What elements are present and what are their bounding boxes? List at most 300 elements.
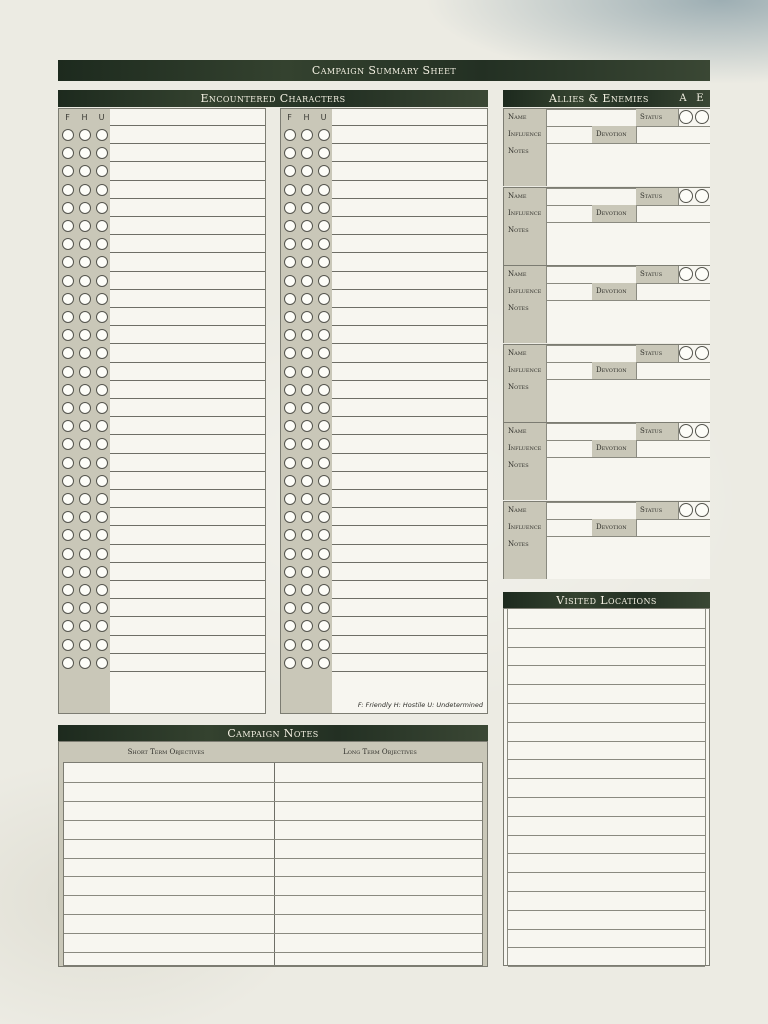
friendly-toggle[interactable]: [62, 548, 74, 560]
friendly-toggle[interactable]: [284, 602, 296, 614]
enemy-toggle[interactable]: [695, 503, 709, 517]
name-label: Name: [504, 188, 546, 205]
friendly-toggle[interactable]: [62, 511, 74, 523]
location-line[interactable]: [508, 778, 705, 779]
friendly-toggle[interactable]: [284, 165, 296, 177]
undetermined-toggle[interactable]: [96, 602, 108, 614]
hostile-toggle[interactable]: [301, 529, 313, 541]
undetermined-toggle[interactable]: [318, 238, 330, 250]
character-row: [59, 599, 265, 617]
friendly-toggle[interactable]: [284, 584, 296, 596]
hostile-toggle[interactable]: [301, 602, 313, 614]
friendly-toggle[interactable]: [62, 657, 74, 669]
ally-entry: [503, 344, 710, 422]
objective-line[interactable]: [64, 782, 482, 783]
friendly-toggle[interactable]: [284, 657, 296, 669]
hostile-toggle[interactable]: [301, 493, 313, 505]
friendly-toggle[interactable]: [62, 475, 74, 487]
location-line[interactable]: [508, 929, 705, 930]
notes-field[interactable]: [546, 143, 710, 186]
hostile-toggle[interactable]: [79, 256, 91, 268]
character-row: [281, 363, 487, 381]
ally-toggle[interactable]: [679, 189, 693, 203]
influence-field[interactable]: [546, 126, 592, 143]
friendly-toggle[interactable]: [62, 639, 74, 651]
location-line[interactable]: [508, 741, 705, 742]
location-line[interactable]: [508, 628, 705, 629]
undetermined-toggle[interactable]: [96, 147, 108, 159]
friendly-toggle[interactable]: [284, 384, 296, 396]
undetermined-toggle[interactable]: [96, 548, 108, 560]
location-line[interactable]: [508, 703, 705, 704]
undetermined-toggle[interactable]: [96, 475, 108, 487]
undetermined-toggle[interactable]: [318, 475, 330, 487]
undetermined-toggle[interactable]: [318, 311, 330, 323]
character-row: [59, 399, 265, 417]
devotion-field[interactable]: [636, 362, 710, 379]
undetermined-toggle[interactable]: [318, 529, 330, 541]
hostile-toggle[interactable]: [301, 256, 313, 268]
name-field[interactable]: [546, 345, 636, 362]
hostile-toggle[interactable]: [79, 493, 91, 505]
hostile-toggle[interactable]: [301, 275, 313, 287]
location-line[interactable]: [508, 835, 705, 836]
objective-line[interactable]: [64, 820, 482, 821]
hostile-toggle[interactable]: [79, 566, 91, 578]
hostile-toggle[interactable]: [79, 457, 91, 469]
undetermined-toggle[interactable]: [318, 147, 330, 159]
undetermined-toggle[interactable]: [318, 256, 330, 268]
enemy-toggle[interactable]: [695, 346, 709, 360]
friendly-toggle[interactable]: [284, 311, 296, 323]
undetermined-toggle[interactable]: [318, 293, 330, 305]
friendly-toggle[interactable]: [284, 548, 296, 560]
friendly-toggle[interactable]: [62, 129, 74, 141]
undetermined-toggle[interactable]: [318, 493, 330, 505]
location-line[interactable]: [508, 872, 705, 873]
undetermined-toggle[interactable]: [318, 584, 330, 596]
hostile-toggle[interactable]: [79, 220, 91, 232]
notes-field[interactable]: [546, 300, 710, 343]
location-line[interactable]: [508, 722, 705, 723]
influence-field[interactable]: [546, 362, 592, 379]
name-field[interactable]: [546, 109, 636, 126]
undetermined-toggle[interactable]: [96, 347, 108, 359]
devotion-label: Devotion: [592, 283, 636, 300]
undetermined-toggle[interactable]: [96, 402, 108, 414]
hostile-toggle[interactable]: [79, 184, 91, 196]
hostile-toggle[interactable]: [301, 311, 313, 323]
hostile-toggle[interactable]: [301, 548, 313, 560]
undetermined-toggle[interactable]: [318, 566, 330, 578]
hostile-toggle[interactable]: [301, 384, 313, 396]
hostile-toggle[interactable]: [79, 402, 91, 414]
friendly-toggle[interactable]: [62, 347, 74, 359]
undetermined-toggle[interactable]: [318, 657, 330, 669]
friendly-toggle[interactable]: [284, 620, 296, 632]
notes-label: Notes: [504, 143, 546, 186]
objective-line[interactable]: [64, 933, 482, 934]
devotion-field[interactable]: [636, 205, 710, 222]
undetermined-toggle[interactable]: [318, 511, 330, 523]
undetermined-toggle[interactable]: [96, 438, 108, 450]
friendly-toggle[interactable]: [284, 275, 296, 287]
undetermined-toggle[interactable]: [318, 202, 330, 214]
character-row: [281, 508, 487, 526]
friendly-toggle[interactable]: [62, 165, 74, 177]
ally-entry: [503, 108, 710, 186]
character-row: [59, 545, 265, 563]
friendly-toggle[interactable]: [62, 384, 74, 396]
hostile-toggle[interactable]: [301, 402, 313, 414]
hostile-toggle[interactable]: [301, 620, 313, 632]
character-row: [281, 326, 487, 344]
friendly-toggle[interactable]: [62, 329, 74, 341]
hostile-toggle[interactable]: [79, 584, 91, 596]
influence-label: Influence: [504, 519, 546, 536]
undetermined-toggle[interactable]: [318, 329, 330, 341]
undetermined-toggle[interactable]: [96, 165, 108, 177]
location-line[interactable]: [508, 759, 705, 760]
character-row: [59, 417, 265, 435]
undetermined-toggle[interactable]: [96, 420, 108, 432]
undetermined-toggle[interactable]: [318, 347, 330, 359]
undetermined-column-label: U: [98, 113, 105, 122]
devotion-field[interactable]: [636, 283, 710, 300]
hostile-toggle[interactable]: [301, 147, 313, 159]
character-row: [281, 617, 487, 635]
hostile-toggle[interactable]: [79, 529, 91, 541]
influence-field[interactable]: [546, 440, 592, 457]
notes-field[interactable]: [546, 379, 710, 422]
hostile-toggle[interactable]: [79, 384, 91, 396]
objective-line[interactable]: [64, 914, 482, 915]
hostile-toggle[interactable]: [301, 366, 313, 378]
hostile-toggle[interactable]: [79, 548, 91, 560]
friendly-toggle[interactable]: [284, 202, 296, 214]
notes-field[interactable]: [546, 536, 710, 579]
hostile-toggle[interactable]: [301, 238, 313, 250]
hostile-toggle[interactable]: [79, 602, 91, 614]
undetermined-toggle[interactable]: [318, 220, 330, 232]
character-row: [281, 435, 487, 453]
hostile-toggle[interactable]: [301, 129, 313, 141]
hostile-toggle[interactable]: [301, 566, 313, 578]
status-label: Status: [636, 266, 678, 283]
undetermined-toggle[interactable]: [96, 384, 108, 396]
friendly-toggle[interactable]: [284, 438, 296, 450]
character-row: [59, 235, 265, 253]
friendly-toggle[interactable]: [62, 256, 74, 268]
location-line[interactable]: [508, 910, 705, 911]
influence-field[interactable]: [546, 205, 592, 222]
hostile-toggle[interactable]: [79, 202, 91, 214]
friendly-toggle[interactable]: [284, 511, 296, 523]
objectives-divider: [274, 763, 275, 965]
hostile-toggle[interactable]: [301, 657, 313, 669]
location-line[interactable]: [508, 665, 705, 666]
undetermined-toggle[interactable]: [96, 202, 108, 214]
location-line[interactable]: [508, 797, 705, 798]
ally-toggle[interactable]: [679, 110, 693, 124]
character-row: [59, 344, 265, 362]
location-line[interactable]: [508, 816, 705, 817]
name-field[interactable]: [546, 423, 636, 440]
character-row: [59, 181, 265, 199]
undetermined-toggle[interactable]: [96, 529, 108, 541]
undetermined-toggle[interactable]: [96, 293, 108, 305]
undetermined-toggle[interactable]: [318, 402, 330, 414]
friendly-toggle[interactable]: [284, 457, 296, 469]
friendly-toggle[interactable]: [284, 402, 296, 414]
hostile-toggle[interactable]: [79, 511, 91, 523]
location-line[interactable]: [508, 966, 705, 967]
undetermined-toggle[interactable]: [96, 311, 108, 323]
hostile-toggle[interactable]: [79, 329, 91, 341]
hostile-toggle[interactable]: [301, 165, 313, 177]
friendly-toggle[interactable]: [284, 566, 296, 578]
location-line[interactable]: [508, 647, 705, 648]
undetermined-toggle[interactable]: [96, 639, 108, 651]
character-row: [281, 417, 487, 435]
status-label: Status: [636, 502, 678, 519]
friendly-toggle[interactable]: [62, 275, 74, 287]
ally-entry: [503, 501, 710, 579]
character-row: [59, 508, 265, 526]
influence-field[interactable]: [546, 283, 592, 300]
friendly-toggle[interactable]: [62, 311, 74, 323]
hostile-toggle[interactable]: [301, 511, 313, 523]
friendly-toggle[interactable]: [284, 293, 296, 305]
hostile-toggle[interactable]: [79, 129, 91, 141]
friendly-toggle[interactable]: [284, 256, 296, 268]
enemy-toggle[interactable]: [695, 110, 709, 124]
status-column-headers: [281, 109, 332, 126]
undetermined-toggle[interactable]: [96, 275, 108, 287]
character-row: [281, 126, 487, 144]
hostile-toggle[interactable]: [79, 147, 91, 159]
friendly-toggle[interactable]: [62, 220, 74, 232]
ally-toggle[interactable]: [679, 346, 693, 360]
undetermined-toggle[interactable]: [318, 639, 330, 651]
allies-enemies-header: [503, 90, 710, 107]
undetermined-toggle[interactable]: [96, 657, 108, 669]
friendly-toggle[interactable]: [62, 293, 74, 305]
undetermined-toggle[interactable]: [96, 566, 108, 578]
friendly-toggle[interactable]: [284, 475, 296, 487]
friendly-toggle[interactable]: [284, 329, 296, 341]
undetermined-toggle[interactable]: [318, 602, 330, 614]
character-row: [59, 617, 265, 635]
friendly-toggle[interactable]: [284, 129, 296, 141]
undetermined-toggle[interactable]: [318, 438, 330, 450]
character-row: [59, 363, 265, 381]
friendly-toggle[interactable]: [284, 639, 296, 651]
friendly-toggle[interactable]: [284, 493, 296, 505]
character-row: [281, 217, 487, 235]
hostile-toggle[interactable]: [301, 220, 313, 232]
friendly-toggle[interactable]: [62, 202, 74, 214]
name-field[interactable]: [546, 502, 636, 519]
undetermined-toggle[interactable]: [318, 420, 330, 432]
hostile-toggle[interactable]: [79, 165, 91, 177]
hostile-toggle[interactable]: [79, 420, 91, 432]
character-row: [281, 253, 487, 271]
friendly-toggle[interactable]: [284, 238, 296, 250]
character-row: [281, 144, 487, 162]
location-line[interactable]: [508, 853, 705, 854]
undetermined-toggle[interactable]: [96, 184, 108, 196]
undetermined-toggle[interactable]: [96, 457, 108, 469]
friendly-toggle[interactable]: [62, 584, 74, 596]
hostile-toggle[interactable]: [79, 475, 91, 487]
undetermined-toggle[interactable]: [318, 620, 330, 632]
hostile-toggle[interactable]: [301, 329, 313, 341]
undetermined-toggle[interactable]: [96, 620, 108, 632]
friendly-toggle[interactable]: [62, 402, 74, 414]
friendly-toggle[interactable]: [62, 620, 74, 632]
friendly-toggle[interactable]: [62, 602, 74, 614]
undetermined-toggle[interactable]: [96, 329, 108, 341]
hostile-toggle[interactable]: [301, 293, 313, 305]
hostile-toggle[interactable]: [301, 639, 313, 651]
friendly-toggle[interactable]: [62, 493, 74, 505]
hostile-toggle[interactable]: [79, 620, 91, 632]
character-row: [281, 272, 487, 290]
hostile-toggle[interactable]: [79, 293, 91, 305]
ally-entry: [503, 187, 710, 265]
objective-line[interactable]: [64, 858, 482, 859]
undetermined-toggle[interactable]: [96, 238, 108, 250]
hostile-toggle[interactable]: [79, 238, 91, 250]
hostile-toggle[interactable]: [301, 438, 313, 450]
name-label: Name: [504, 502, 546, 519]
undetermined-toggle[interactable]: [318, 366, 330, 378]
hostile-toggle[interactable]: [79, 657, 91, 669]
friendly-toggle[interactable]: [62, 457, 74, 469]
visited-locations-title: Visited Locations: [556, 594, 657, 607]
objective-line[interactable]: [64, 801, 482, 802]
objective-line[interactable]: [64, 839, 482, 840]
character-row: [281, 654, 487, 672]
character-row: [59, 253, 265, 271]
hostile-toggle[interactable]: [79, 347, 91, 359]
notes-field[interactable]: [546, 457, 710, 500]
undetermined-toggle[interactable]: [318, 129, 330, 141]
influence-label: Influence: [504, 126, 546, 143]
friendly-toggle[interactable]: [62, 147, 74, 159]
hostile-toggle[interactable]: [301, 420, 313, 432]
character-row: [281, 381, 487, 399]
friendly-toggle[interactable]: [62, 420, 74, 432]
undetermined-toggle[interactable]: [96, 366, 108, 378]
undetermined-toggle[interactable]: [96, 493, 108, 505]
undetermined-toggle[interactable]: [96, 129, 108, 141]
undetermined-toggle[interactable]: [96, 511, 108, 523]
character-row: [59, 126, 265, 144]
hostile-toggle[interactable]: [79, 275, 91, 287]
undetermined-toggle[interactable]: [318, 165, 330, 177]
friendly-toggle[interactable]: [62, 529, 74, 541]
influence-label: Influence: [504, 362, 546, 379]
devotion-field[interactable]: [636, 440, 710, 457]
character-row: [59, 563, 265, 581]
friendly-toggle[interactable]: [284, 147, 296, 159]
undetermined-toggle[interactable]: [96, 584, 108, 596]
hostile-toggle[interactable]: [301, 347, 313, 359]
encountered-characters-header: [58, 90, 488, 107]
campaign-notes-header: [58, 725, 488, 742]
undetermined-column-label: U: [320, 113, 327, 122]
devotion-field[interactable]: [636, 126, 710, 143]
undetermined-toggle[interactable]: [96, 220, 108, 232]
character-row: [59, 654, 265, 672]
character-row: [281, 308, 487, 326]
undetermined-toggle[interactable]: [318, 457, 330, 469]
location-line[interactable]: [508, 684, 705, 685]
name-label: Name: [504, 345, 546, 362]
friendly-toggle[interactable]: [284, 220, 296, 232]
devotion-label: Devotion: [592, 126, 636, 143]
hostile-toggle[interactable]: [301, 184, 313, 196]
hostile-toggle[interactable]: [79, 311, 91, 323]
friendly-toggle[interactable]: [62, 238, 74, 250]
character-row: [281, 672, 487, 690]
ally-entry: [503, 265, 710, 343]
friendly-toggle[interactable]: [62, 438, 74, 450]
friendly-toggle[interactable]: [284, 184, 296, 196]
hostile-toggle[interactable]: [301, 457, 313, 469]
notes-label: Notes: [504, 379, 546, 422]
undetermined-toggle[interactable]: [96, 256, 108, 268]
friendly-toggle[interactable]: [284, 366, 296, 378]
undetermined-toggle[interactable]: [318, 275, 330, 287]
character-row: [281, 162, 487, 180]
influence-field[interactable]: [546, 519, 592, 536]
devotion-field[interactable]: [636, 519, 710, 536]
objective-line[interactable]: [64, 895, 482, 896]
character-row: [59, 490, 265, 508]
ally-toggle[interactable]: [679, 503, 693, 517]
notes-field[interactable]: [546, 222, 710, 265]
objective-line[interactable]: [64, 876, 482, 877]
hostile-toggle[interactable]: [79, 639, 91, 651]
undetermined-toggle[interactable]: [318, 184, 330, 196]
name-field[interactable]: [546, 266, 636, 283]
friendly-toggle[interactable]: [284, 420, 296, 432]
hostile-toggle[interactable]: [301, 202, 313, 214]
hostile-toggle[interactable]: [301, 475, 313, 487]
friendly-toggle[interactable]: [62, 566, 74, 578]
hostile-toggle[interactable]: [301, 584, 313, 596]
location-line[interactable]: [508, 891, 705, 892]
location-line[interactable]: [508, 947, 705, 948]
friendly-toggle[interactable]: [62, 366, 74, 378]
hostile-toggle[interactable]: [79, 366, 91, 378]
enemy-toggle[interactable]: [695, 189, 709, 203]
friendly-toggle[interactable]: [62, 184, 74, 196]
influence-label: Influence: [504, 440, 546, 457]
friendly-toggle[interactable]: [284, 347, 296, 359]
undetermined-toggle[interactable]: [318, 548, 330, 560]
hostile-toggle[interactable]: [79, 438, 91, 450]
name-field[interactable]: [546, 188, 636, 205]
objective-line[interactable]: [64, 952, 482, 953]
character-row: [281, 636, 487, 654]
objectives-table: [63, 762, 483, 966]
undetermined-toggle[interactable]: [318, 384, 330, 396]
friendly-toggle[interactable]: [284, 529, 296, 541]
